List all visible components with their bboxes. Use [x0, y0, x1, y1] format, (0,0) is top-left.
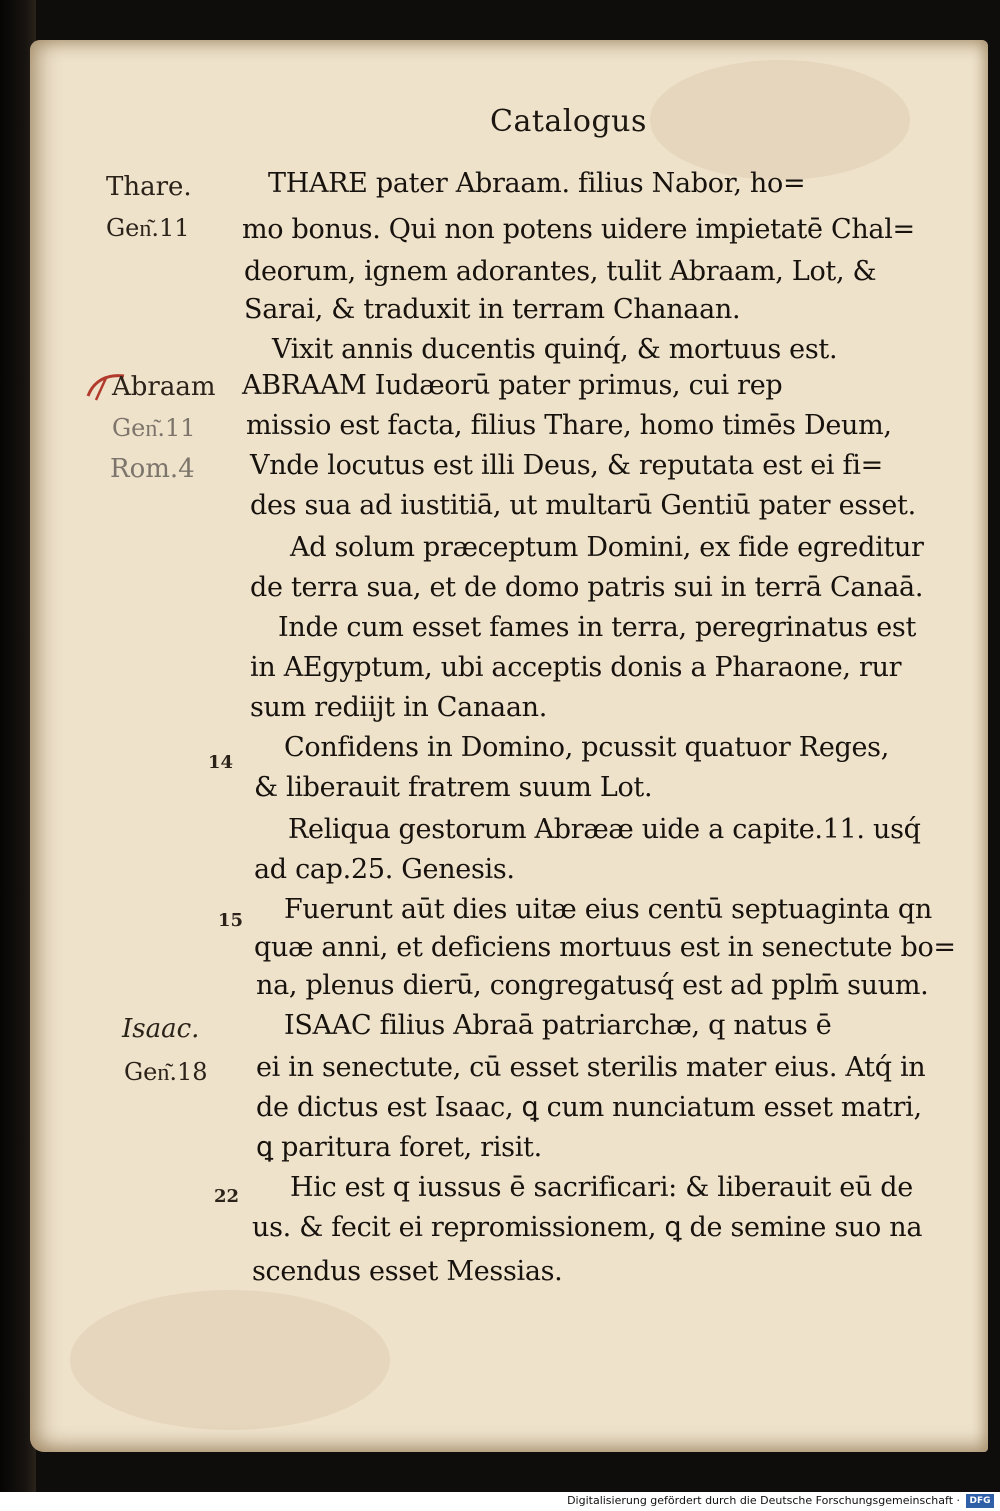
margin-number-22: 22	[214, 1186, 240, 1207]
text-line: Ad solum præceptum Domini, ex fide egreditur	[290, 532, 924, 563]
text-line: Fuerunt aūt dies uitæ eius centū septuaginta qn	[284, 894, 932, 925]
paper-stain	[650, 60, 910, 180]
margin-note-rom-4: Rom.4	[110, 454, 195, 484]
text-line: Vnde locutus est illi Deus, & reputata est ei fi=	[250, 450, 883, 481]
text-line: scendus esset Messias.	[252, 1256, 563, 1287]
text-line: & liberauit fratrem suum Lot.	[254, 772, 653, 803]
text-line: Confidens in Domino, pcussit quatuor Reges,	[284, 732, 890, 763]
text-line: ꝗ paritura foret, risit.	[256, 1132, 542, 1163]
margin-note-isaac: Isaac.	[122, 1014, 200, 1044]
paper-stain	[70, 1290, 390, 1430]
margin-note-gen-11: Gen͂.11	[112, 414, 196, 442]
digitization-credit: Digitalisierung gefördert durch die Deutsche Forschungsgemeinschaft ·	[567, 1494, 960, 1507]
text-line: missio est facta, filius Thare, homo timēs Deum,	[246, 410, 892, 441]
text-line: des sua ad iustitiā, ut multarū Gentiū pater esset.	[250, 490, 916, 521]
text-line: us. & fecit ei repromissionem, ꝗ de semine suo na	[252, 1212, 923, 1243]
text-line: Hic est q iussus ē sacrificari: & liberauit eū de	[290, 1172, 913, 1203]
text-line: THARE pater Abraam. filius Nabor, ho=	[268, 168, 806, 199]
text-line: ISAAC filius Abraā patriarchæ, q natus ē	[284, 1010, 832, 1041]
running-header: Catalogus	[490, 104, 647, 139]
text-line: Sarai, & traduxit in terram Chanaan.	[244, 294, 741, 325]
text-line: mo bonus. Qui non potens uidere impietatē Chal=	[242, 214, 915, 245]
text-line: de terra sua, et de domo patris sui in terrā Canaā.	[250, 572, 924, 603]
text-line: Inde cum esset fames in terra, peregrinatus est	[278, 612, 917, 643]
text-line: ei in senectute, cū esset sterilis mater eius. Atq́ in	[256, 1052, 926, 1083]
text-line: ad cap.25. Genesis.	[254, 854, 515, 885]
text-line: sum rediijt in Canaan.	[250, 692, 547, 723]
text-line: Reliqua gestorum Abrææ uide a capite.11. usq́	[288, 814, 921, 845]
margin-note-thare: Thare.	[106, 172, 192, 202]
margin-note-gen-11: Gen͂.11	[106, 214, 190, 242]
text-line: quæ anni, et deficiens mortuus est in senectute bo=	[254, 932, 956, 963]
text-line: na, plenus dierū, congregatusq́ est ad pplm̄ suum.	[256, 970, 929, 1001]
text-line: ABRAAM Iudæorū pater primus, cui rep	[242, 370, 783, 401]
text-line: in AEgyptum, ubi acceptis donis a Pharaone, rur	[250, 652, 902, 683]
text-line: deorum, ignem adorantes, tulit Abraam, Lot, &	[244, 256, 877, 287]
margin-number-14: 14	[208, 752, 234, 773]
margin-note-gen-18: Gen͂.18	[124, 1058, 208, 1086]
text-line: de dictus est Isaac, ꝗ cum nunciatum esset matri,	[256, 1092, 922, 1123]
margin-number-15: 15	[218, 910, 244, 931]
dfg-logo: DFG	[966, 1494, 994, 1508]
text-line: Vixit annis ducentis quinq́, & mortuus est.	[272, 334, 838, 365]
margin-note-abraam: Abraam	[112, 372, 216, 402]
